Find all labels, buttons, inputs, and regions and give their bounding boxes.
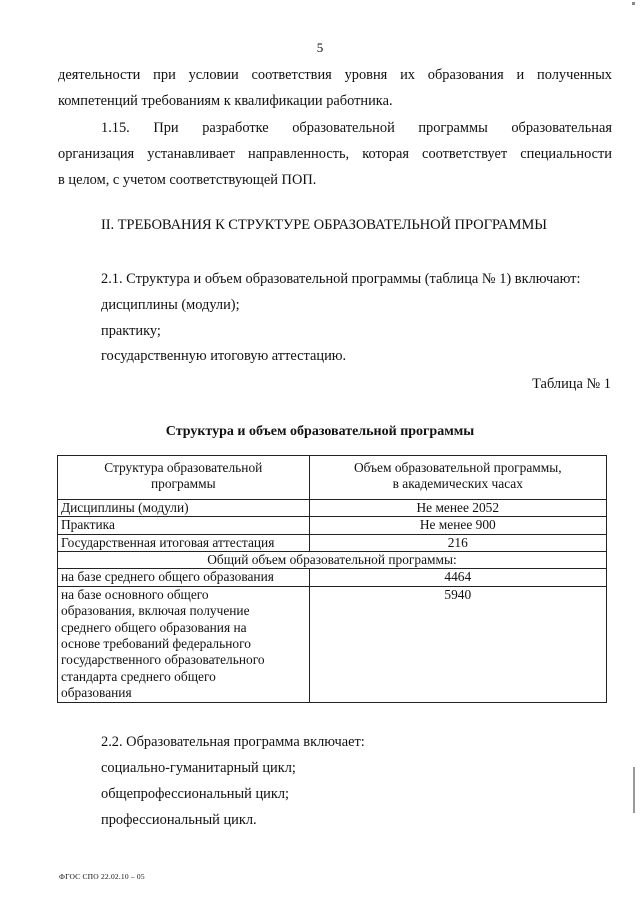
structure-table [57,455,607,703]
header-text: Объем образовательной программы, [353,460,562,475]
cell-line: государственного образовательного [61,652,265,668]
table-row [58,517,607,534]
cell-line: образования, включая получение [61,603,250,619]
table-cell-name: Государственная итоговая аттестация [58,534,310,551]
paragraph-1-15-line-1: 1.15. При разработке образовательной программы образовательная [101,120,612,136]
page-number: 5 [316,40,324,55]
table-cell-value: Не менее 2052 [309,499,606,516]
cell-line: на базе основного общего [61,586,209,602]
list-item: практику; [101,323,161,339]
continuation-line-1: деятельности при условии соответствия уровня их образования и полученных [58,67,612,83]
list-item: социально-гуманитарный цикл; [101,760,296,776]
table-title: Структура и объем образовательной программы [165,424,475,439]
list-item: профессиональный цикл. [101,812,257,828]
cell-line: образования [61,685,132,701]
table-header-cell [309,456,606,500]
table-cell-name: Дисциплины (модули) [58,499,310,516]
cell-line: стандарта среднего общего [61,668,216,684]
scan-edge-mark [633,767,635,813]
header-text: в академических часах [392,476,523,492]
table-row [58,499,607,516]
section-heading: II. ТРЕБОВАНИЯ К СТРУКТУРЕ ОБРАЗОВАТЕЛЬНОЙ ПРОГРАММЫ [101,217,547,233]
table-cell-value: 5940 [309,586,606,702]
scan-speck [632,2,635,5]
cell-line: основе требований федерального [61,636,251,652]
table-header-cell [58,456,310,500]
paragraph-2-2-intro: 2.2. Образовательная программа включает: [101,734,365,750]
table-row [58,534,607,551]
continuation-line-2: компетенций требованиям к квалификации работника. [58,93,393,109]
table-cell-name [58,586,310,702]
list-item: государственную итоговую аттестацию. [101,348,347,364]
table-cell-value: Не менее 900 [309,517,606,534]
header-text: программы [150,476,216,492]
header-text: Структура образовательной [104,460,263,475]
table-cell-value: 216 [309,534,606,551]
table-header-row [58,456,607,500]
table-cell-name: на базе среднего общего образования [58,569,310,586]
list-item: дисциплины (модули); [101,297,240,313]
table-cell-value: 4464 [309,569,606,586]
table-row [58,586,607,702]
paragraph-1-15-line-2: организация устанавливает направленность, которая соответствует специальности [58,146,612,162]
list-item: общепрофессиональный цикл; [101,786,290,802]
footer-code: ФГОС СПО 22.02.10 – 05 [59,872,145,881]
paragraph-1-15-line-3: в целом, с учетом соответствующей ПОП. [58,172,317,188]
paragraph-2-1-intro: 2.1. Структура и объем образовательной программы (таблица № 1) включают: [101,271,581,287]
table-cell-name: Практика [58,517,310,534]
cell-line: среднего общего образования на [61,619,247,635]
table-total-heading: Общий объем образовательной программы: [58,552,607,569]
table-row [58,552,607,569]
table-row [58,569,607,586]
table-label: Таблица № 1 [532,376,611,392]
